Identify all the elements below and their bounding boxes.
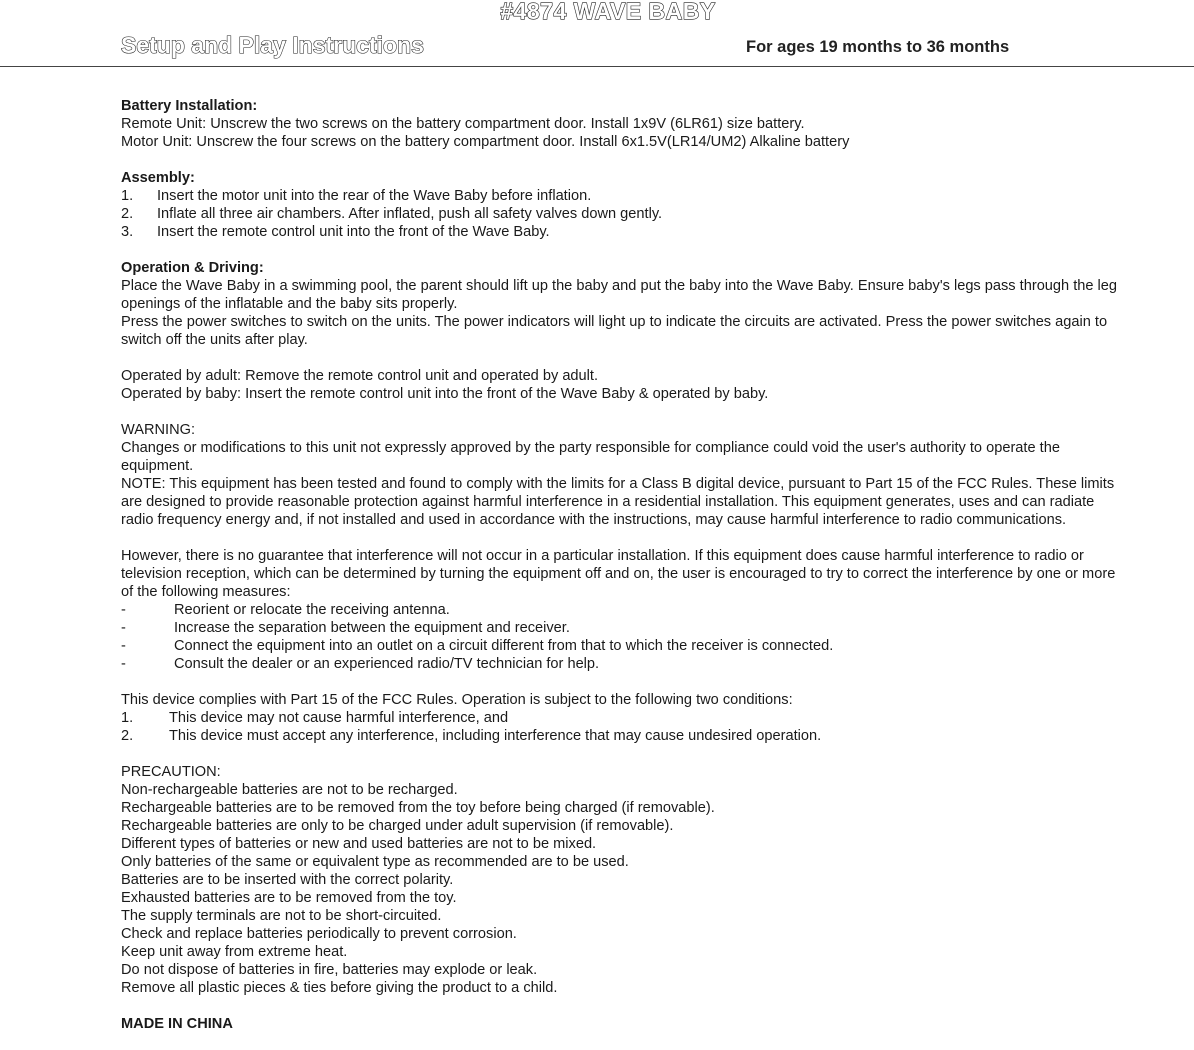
measure-item bbox=[121, 601, 1121, 619]
battery-heading: Battery Installation: bbox=[121, 98, 258, 114]
condition-text: This device may not cause harmful interference, and bbox=[169, 710, 509, 726]
battery-line: Motor Unit: Unscrew the four screws on the battery compartment door. Install 6x1.5V(LR14/UM2) Alkaline battery bbox=[121, 134, 850, 150]
measure-text: Reorient or relocate the receiving antenna. bbox=[174, 602, 450, 618]
operated-by-baby: Operated by baby: Insert the remote control unit into the front of the Wave Baby & operated by baby. bbox=[121, 386, 769, 402]
operation-heading: Operation & Driving: bbox=[121, 260, 264, 276]
precaution-line: Rechargeable batteries are to be removed from the toy before being charged (if removable). bbox=[121, 800, 715, 816]
precaution-line: Do not dispose of batteries in fire, batteries may explode or leak. bbox=[121, 962, 538, 978]
warning-changes: Changes or modifications to this unit not expressly approved by the party responsible for compliance could void the user's authority to operate the equipment. bbox=[121, 440, 1060, 474]
age-range: For ages 19 months to 36 months bbox=[746, 38, 1010, 56]
warning-heading: WARNING: bbox=[121, 422, 196, 438]
precaution-line: Different types of batteries or new and used batteries are not to be mixed. bbox=[121, 836, 597, 852]
step-number: 3. bbox=[121, 224, 134, 240]
step-text: Insert the remote control unit into the front of the Wave Baby. bbox=[157, 224, 550, 240]
assembly-step bbox=[121, 205, 1121, 223]
precaution-line: Only batteries of the same or equivalent type as recommended are to be used. bbox=[121, 854, 629, 870]
operation-section bbox=[121, 259, 1121, 403]
measure-dash: - bbox=[121, 656, 126, 672]
step-text: Insert the motor unit into the rear of the Wave Baby before inflation. bbox=[157, 188, 592, 204]
condition-item bbox=[121, 727, 1121, 745]
precaution-line: Exhausted batteries are to be removed from the toy. bbox=[121, 890, 457, 906]
document-title: #4874 WAVE BABY bbox=[500, 0, 716, 24]
measure-dash: - bbox=[121, 620, 126, 636]
measure-text: Increase the separation between the equipment and receiver. bbox=[174, 620, 570, 636]
condition-text: This device must accept any interference, including interference that may cause undesired operation. bbox=[169, 728, 822, 744]
measure-dash: - bbox=[121, 602, 126, 618]
precaution-line: Non-rechargeable batteries are not to be recharged. bbox=[121, 782, 458, 798]
precaution-line: Keep unit away from extreme heat. bbox=[121, 944, 348, 960]
precaution-line: Check and replace batteries periodically to prevent corrosion. bbox=[121, 926, 517, 942]
condition-item bbox=[121, 709, 1121, 727]
step-text: Inflate all three air chambers. After inflated, push all safety valves down gently. bbox=[157, 206, 663, 222]
step-number: 2. bbox=[121, 206, 134, 222]
assembly-heading: Assembly: bbox=[121, 170, 195, 186]
step-number: 1. bbox=[121, 188, 134, 204]
condition-number: 2. bbox=[121, 728, 134, 744]
assembly-section bbox=[121, 169, 1121, 241]
condition-number: 1. bbox=[121, 710, 134, 726]
measure-dash: - bbox=[121, 638, 126, 654]
assembly-step bbox=[121, 187, 1121, 205]
measure-item bbox=[121, 655, 1121, 673]
document-subtitle: Setup and Play Instructions bbox=[121, 32, 424, 58]
battery-line: Remote Unit: Unscrew the two screws on the battery compartment door. Install 1x9V (6LR61) size battery. bbox=[121, 116, 805, 132]
operation-paragraph: Press the power switches to switch on the units. The power indicators will light up to indicate the circuits are activated. Press the power switches again to switch off the units after play. bbox=[121, 314, 1108, 348]
document-body bbox=[121, 97, 1121, 1033]
made-in-label: MADE IN CHINA bbox=[121, 1016, 233, 1032]
warning-note: NOTE: This equipment has been tested and found to comply with the limits for a Class B digital device, pursuant to Part 15 of the FCC Rules. These limits are designed to provide reasonable protection against harmful interference in a residential installation. This equipment generates, uses and can radiate radio frequency energy and, if not installed and used in accordance with the instructions, may cause harmful interference to radio communications. bbox=[121, 476, 1115, 528]
operated-by-adult: Operated by adult: Remove the remote control unit and operated by adult. bbox=[121, 368, 599, 384]
measure-item bbox=[121, 637, 1121, 655]
battery-section bbox=[121, 97, 1121, 151]
precaution-line: The supply terminals are not to be short-circuited. bbox=[121, 908, 442, 924]
assembly-step bbox=[121, 223, 1121, 241]
measure-text: Connect the equipment into an outlet on a circuit different from that to which the receiver is connected. bbox=[174, 638, 834, 654]
fcc-compliance: This device complies with Part 15 of the FCC Rules. Operation is subject to the following two conditions: bbox=[121, 692, 793, 708]
warning-however: However, there is no guarantee that interference will not occur in a particular installation. If this equipment does cause harmful interference to radio or television reception, which can be determined by turning the equipment off and on, the user is encouraged to try to correct the interference by one or more of the following measures: bbox=[121, 548, 1116, 600]
measure-text: Consult the dealer or an experienced radio/TV technician for help. bbox=[174, 656, 600, 672]
operation-paragraph: Place the Wave Baby in a swimming pool, the parent should lift up the baby and put the baby into the Wave Baby. Ensure baby's legs pass through the leg openings of the inflatable and the baby sits properly. bbox=[121, 278, 1118, 312]
header-divider bbox=[0, 66, 1194, 67]
measure-item bbox=[121, 619, 1121, 637]
precaution-line: Remove all plastic pieces & ties before giving the product to a child. bbox=[121, 980, 558, 996]
precaution-heading: PRECAUTION: bbox=[121, 764, 221, 780]
precaution-line: Rechargeable batteries are only to be charged under adult supervision (if removable). bbox=[121, 818, 674, 834]
precaution-line: Batteries are to be inserted with the correct polarity. bbox=[121, 872, 454, 888]
warning-section bbox=[121, 421, 1121, 745]
precaution-section bbox=[121, 763, 1121, 997]
